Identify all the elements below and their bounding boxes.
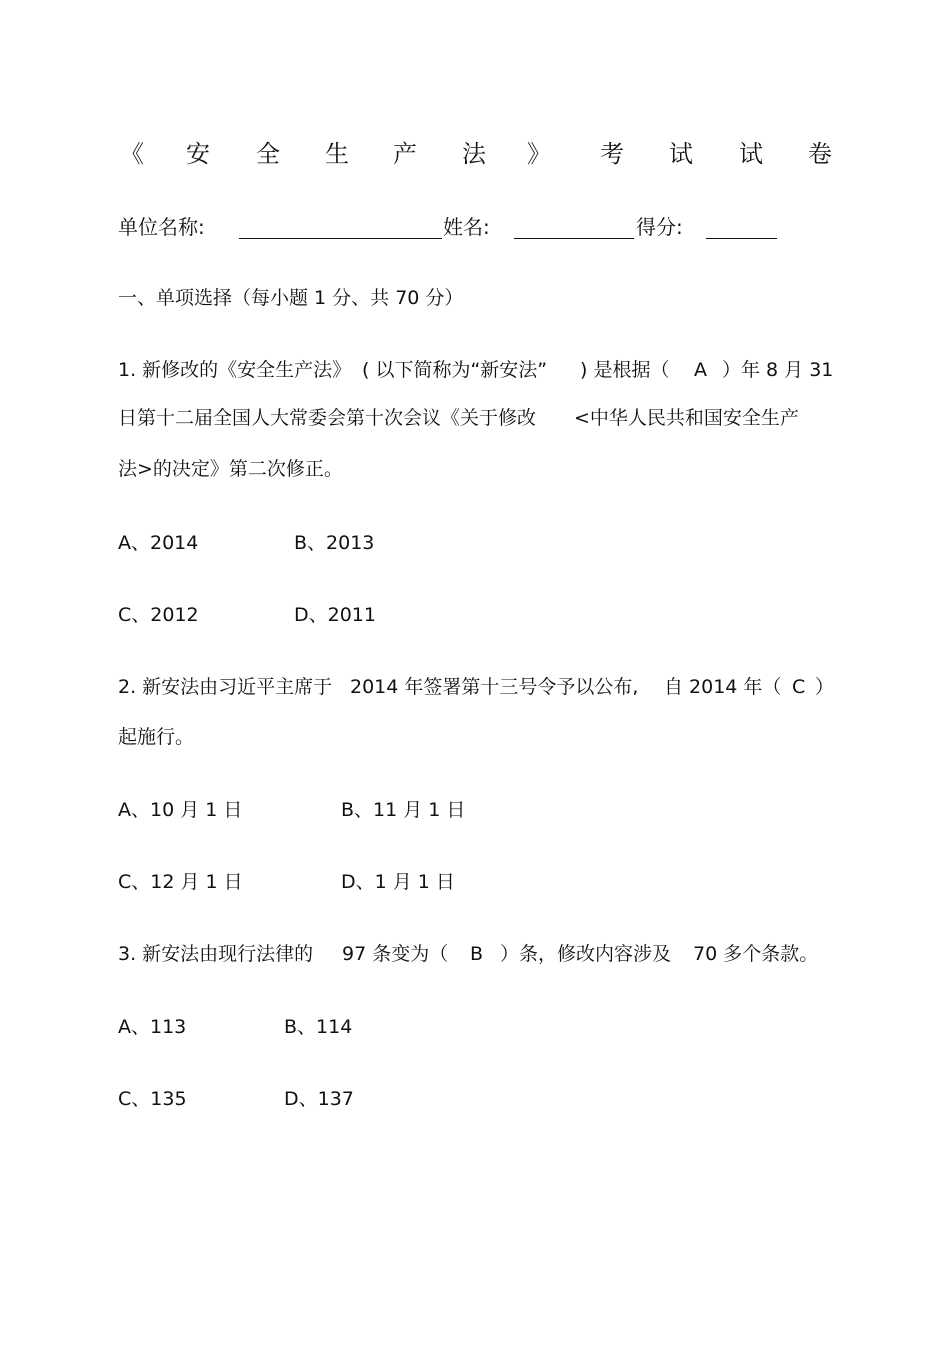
q2-text: ） [815,676,835,698]
q2-text: 自 2014 年（ [664,676,782,698]
q1-answer: A [694,359,707,381]
q2-option-d: D、1 月 1 日 [341,871,455,893]
q1-text: <中华人民共和国安全生产 [574,407,799,429]
q2-option-b: B、11 月 1 日 [341,799,466,821]
title-char: 卷 [808,140,832,168]
q3-text: 3. 新安法由现行法律的 [118,943,314,965]
score-label: 得分: [636,215,683,239]
q2-option-c: C、12 月 1 日 [118,871,243,893]
q3-option-d: D、137 [284,1088,354,1110]
q3-text: 97 条变为（ [342,943,449,965]
title-char: 试 [739,140,763,168]
title-char: 全 [256,140,280,168]
title-char: 产 [393,140,417,168]
title-char: 法 [462,140,486,168]
name-label: 姓名: [443,215,490,239]
q2-text: 2014 年签署第十三号令予以公布, [350,676,639,698]
q1-option-b: B、2013 [294,532,375,554]
q1-text: 日第十二届全国人大常委会第十次会议《关于修改 [118,407,537,429]
name-blank[interactable] [514,238,634,239]
q2-option-a: A、10 月 1 日 [118,799,243,821]
title-char: 试 [669,140,693,168]
q1-text: 1. 新修改的《安全生产法》 [118,359,352,381]
q1-text: ) 是根据（ [580,359,670,381]
unit-name-blank[interactable] [239,238,442,239]
q3-option-b: B、114 [284,1016,353,1038]
title-char: 安 [186,140,210,168]
q1-option-d: D、2011 [294,604,376,626]
title-char: 》 [527,140,551,168]
q1-option-c: C、2012 [118,604,199,626]
q3-answer: B [470,943,484,965]
title-char: 《 [120,140,144,168]
q3-text: 70 多个条款。 [693,943,819,965]
q3-option-a: A、113 [118,1016,187,1038]
unit-name-label: 单位名称: [118,215,205,239]
q2-text: 2. 新安法由习近平主席于 [118,676,333,698]
q2-text: 起施行。 [118,726,195,748]
title-char: 考 [600,140,624,168]
q2-answer: C [792,676,806,698]
q1-text: ）年 8 月 31 [722,359,834,381]
q1-text: ( 以下简称为“新安法” [362,359,548,381]
score-blank[interactable] [706,238,777,239]
section-heading: 一、单项选择（每小题 1 分、共 70 分） [118,287,464,309]
q3-option-c: C、135 [118,1088,187,1110]
title-char: 生 [325,140,349,168]
q1-text: 法>的决定》第二次修正。 [118,458,343,480]
q1-option-a: A、2014 [118,532,199,554]
q3-text: ）条，修改内容涉及 [500,943,672,965]
